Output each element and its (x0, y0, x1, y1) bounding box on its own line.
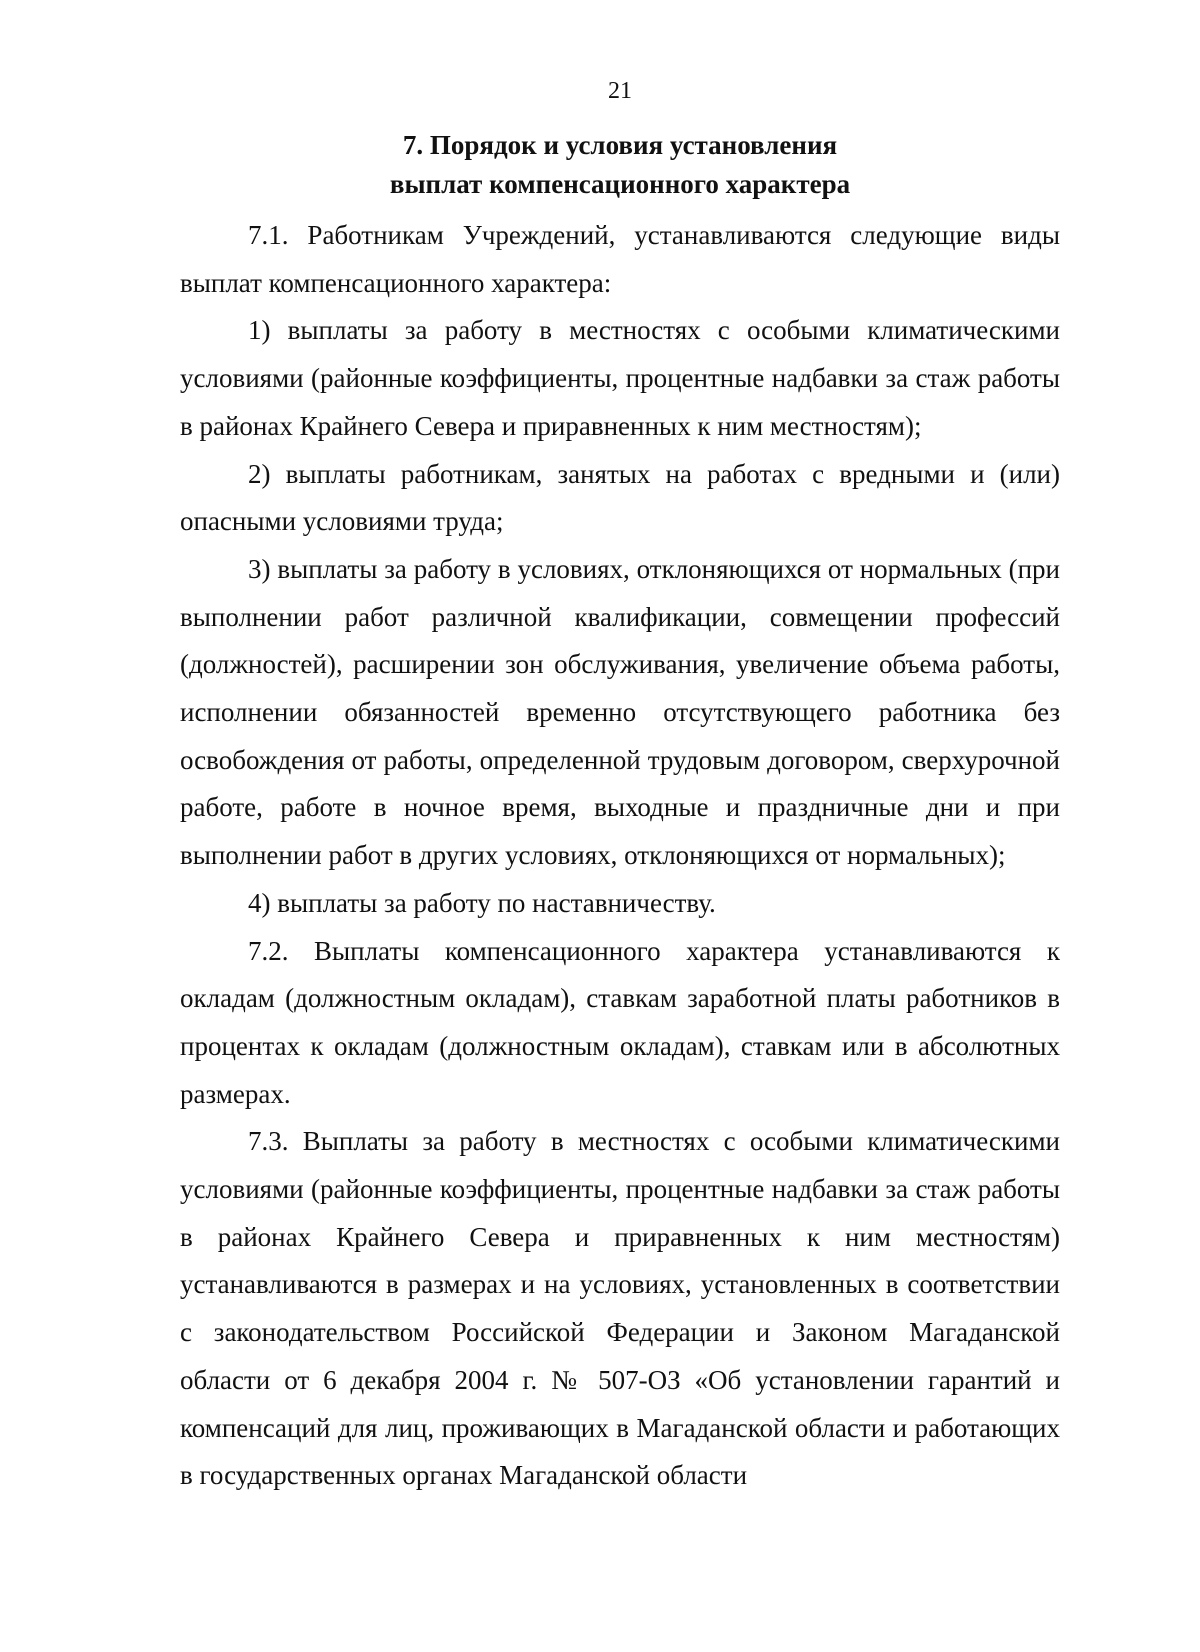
paragraph-7-3: 7.3. Выплаты за работу в местностях с особыми климатическими условиями (районные коэффициенты, процентные надбавки за стаж работы в районах Крайнего Севера и приравненных к ним местностям) устанавливаются в размерах и на условиях, установленных в соответствии с законодательством Российской Федерации и Законом Магаданской области от 6 декабря 2004 г. № 507-ОЗ «Об установлении гарантий и компенсаций для лиц, проживающих в Магаданской области и работающих в государственных органах Магаданской области (180, 1126, 1060, 1491)
list-item-4: 4) выплаты за работу по наставничеству. (248, 887, 716, 918)
paragraph-7-1: 7.1. Работникам Учреждений, устанавливаются следующие виды выплат компенсационного характера: (180, 220, 1060, 298)
heading-line: 7. Порядок и условия установления (402, 130, 838, 160)
page-number: 21 (608, 78, 632, 104)
list-item-2: 2) выплаты работникам, занятых на работах с вредными и (или) опасными условиями труда; (180, 458, 1060, 537)
paragraph-7-2: 7.2. Выплаты компенсационного характера устанавливаются к окладам (должностным окладам), ставкам заработной платы работников в процентах к окладам (должностным окладам), ставкам или в абсолютных размерах. (180, 935, 1060, 1109)
list-item-3: 3) выплаты за работу в условиях, отклоняющихся от нормальных (при выполнении работ различной квалификации, совмещении профессий (должностей), расширении зон обслуживания, увеличение объема работы, исполнении обязанностей временно отсутствующего работника без освобождения от работы, определенной трудовым договором, сверхурочной работе, работе в ночное время, выходные и праздничные дни и при выполнении работ в других условиях, отклоняющихся от нормальных); (180, 553, 1060, 871)
heading-line: выплат компенсационного характера (389, 169, 851, 199)
list-item-1: 1) выплаты за работу в местностях с особыми климатическими условиями (районные коэффициенты, процентные надбавки за стаж работы в районах Крайнего Севера и приравненных к ним местностям); (180, 315, 1060, 441)
section-heading (0, 126, 1200, 204)
document-body (180, 212, 1060, 1500)
